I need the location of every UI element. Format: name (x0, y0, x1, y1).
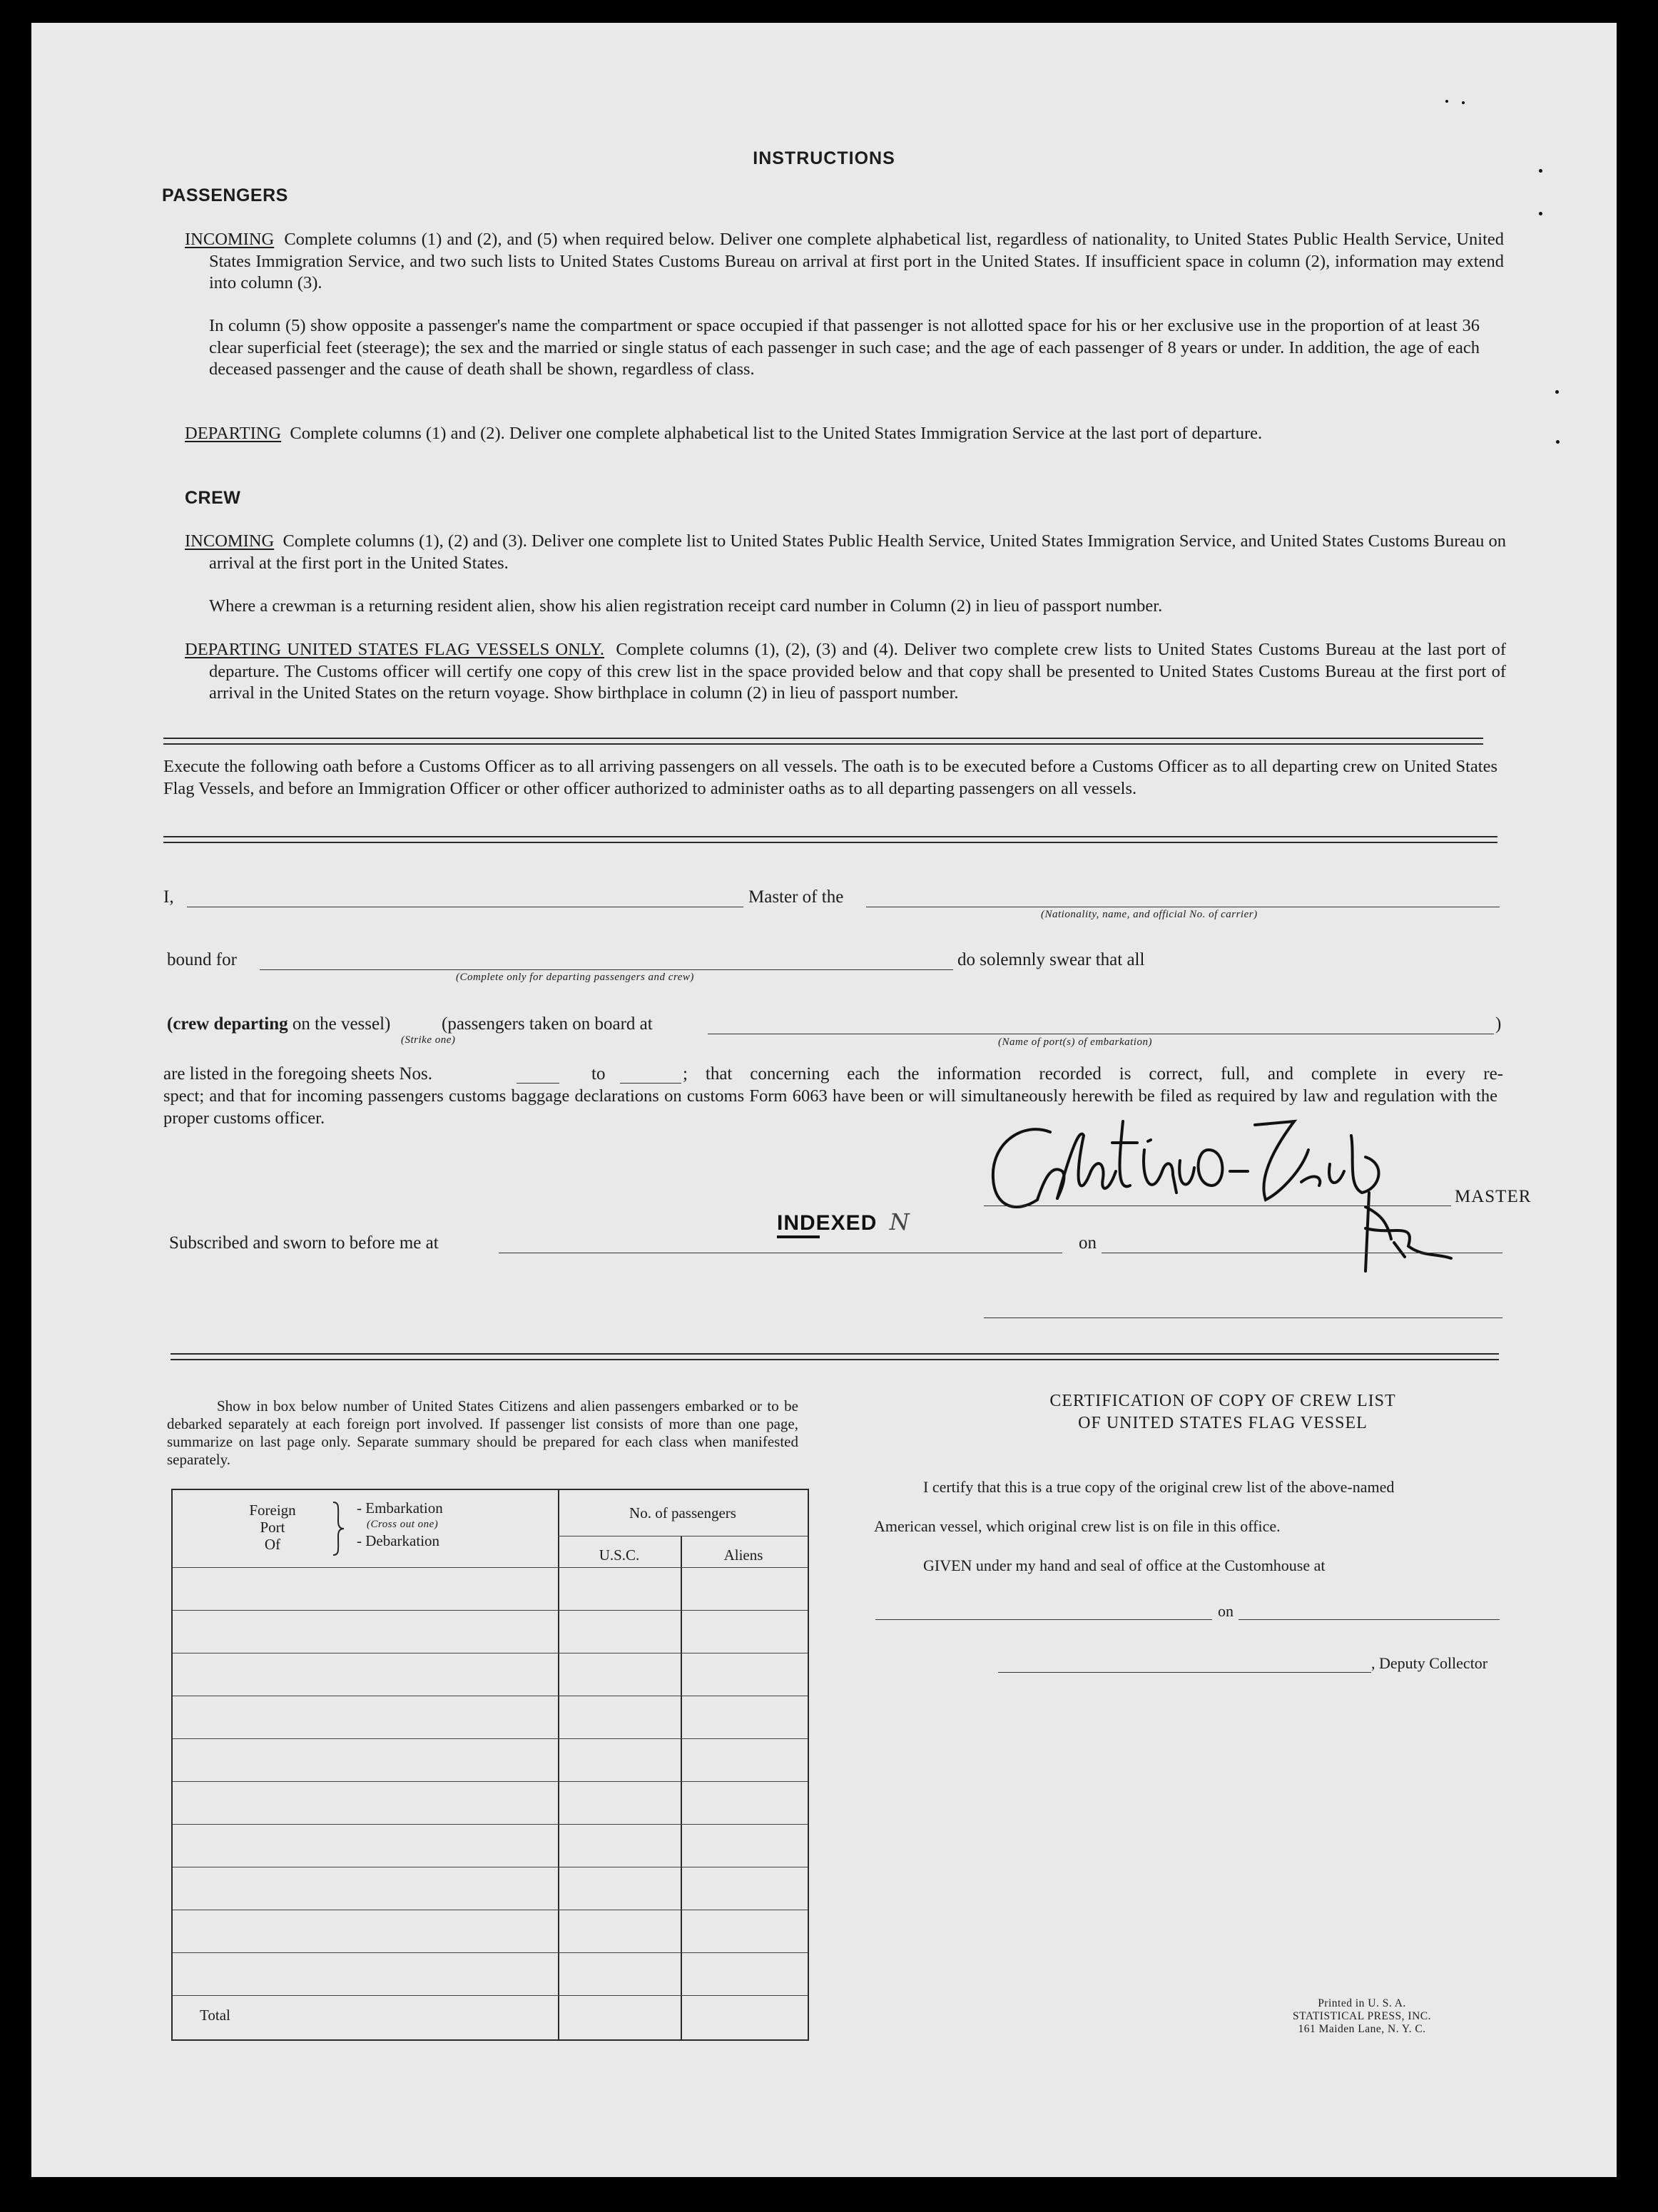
speck (1539, 212, 1542, 215)
passengers-departing-paragraph (185, 423, 1504, 445)
swear-label: do solemnly swear that all (957, 950, 1145, 969)
listed-continuation: ; that concerning each the information recorded is correct, full, and complete in every re- (683, 1064, 1503, 1084)
passengers-incoming-text: Complete columns (1) and (2), and (5) when required below. Deliver one complete alphabetical list, regardless of nationality, to United States Public Health Service, United States Immigration Service, and two such lists to United States Customs Bureau on arrival at first port in the United States. If insufficient space in column (2), information may extend into column (3). (209, 230, 1505, 292)
bound-caption: (Complete only for departing passengers and crew) (456, 972, 694, 983)
no-passengers-header: No. of passengers (629, 1504, 736, 1522)
usc-header: U.S.C. (599, 1546, 640, 1564)
table-row-line (173, 1995, 808, 1996)
strike-one-caption: (Strike one) (401, 1034, 456, 1046)
passengers-column5-paragraph: In column (5) show opposite a passenger's name the compartment or space occupied if that passenger is not allotted space for his or her exclusive use in the proportion of at least 36 clear superficial feet (steerage); the sex and the married or single status of each passenger in such case; and the age of each passenger of 8 years or under. In addition, the age of each deceased passenger and the cause of death shall be shown, regardless of class. (209, 316, 1480, 379)
passengers-taken-label: (passengers taken on board at (442, 1014, 653, 1034)
instructions-title: INSTRUCTIONS (753, 148, 895, 168)
oath-i-label: I, (163, 887, 174, 907)
debarkation-label: - Debarkation (357, 1532, 440, 1549)
listed-sheets-label: are listed in the foregoing sheets Nos. (163, 1064, 432, 1084)
given-line: GIVEN under my hand and seal of office at the Customhouse at (923, 1556, 1326, 1574)
passengers-incoming-label: INCOMING (185, 230, 275, 249)
certification-date-field[interactable] (1239, 1619, 1500, 1620)
col-foreign: Foreign (249, 1502, 296, 1519)
crew-incoming-text: Complete columns (1), (2) and (3). Deliver one complete list to United States Public Health Service, United States Immigration Service, and United States Customs Bureau on arrival at the first port in the United States. (209, 531, 1506, 573)
passengers-departing-text: Complete columns (1) and (2). Deliver one complete alphabetical list to the United States Immigration Service at the last port of departure. (290, 424, 1263, 443)
certify-line1: I certify that this is a true copy of the original crew list of the above-named (923, 1478, 1395, 1496)
embarkation-header (357, 1500, 443, 1549)
indexed-mark: N (889, 1208, 910, 1235)
crew-incoming-paragraph (185, 531, 1506, 574)
deputy-collector-label: , Deputy Collector (1371, 1654, 1488, 1672)
table-col-divider (681, 1536, 682, 2039)
printer-line3: 161 Maiden Lane, N. Y. C. (1298, 2023, 1426, 2035)
speck (1539, 169, 1542, 173)
embarkation-label: - Embarkation (357, 1499, 443, 1517)
certification-title-line2: OF UNITED STATES FLAG VESSEL (1078, 1414, 1368, 1432)
passengers-incoming-paragraph (185, 229, 1504, 295)
aliens-header: Aliens (723, 1546, 763, 1564)
total-label: Total (200, 2007, 230, 2024)
officer-signature-field[interactable] (984, 1317, 1502, 1318)
col-of: Of (264, 1536, 281, 1553)
master-label: MASTER (1455, 1187, 1532, 1206)
crew-resident-paragraph: Where a crewman is a returning resident alien, show his alien registration receipt card number in Column (2) in lieu of passport number. (209, 596, 1163, 616)
listed-rest-paragraph: spect; and that for incoming passengers customs baggage declarations on customs Form 6063 have been or will simultaneously herewith be filed as required by law and regulation with the proper customs officer. (163, 1086, 1497, 1128)
indexed-stamp-underline (777, 1235, 820, 1238)
table-header-bottom (173, 1567, 808, 1568)
passengers-departing-label: DEPARTING (185, 424, 282, 443)
foreign-port-of-header (240, 1502, 305, 1553)
listed-to-label: to (591, 1064, 606, 1084)
summary-divider (171, 1353, 1499, 1360)
speck (1555, 390, 1559, 394)
crew-departing-bold: (crew departing (167, 1014, 288, 1034)
crew-departing-paragraph (185, 639, 1506, 705)
bound-for-field[interactable] (260, 969, 953, 970)
master-signature (966, 1093, 1480, 1278)
crew-incoming-label: INCOMING (185, 531, 275, 551)
deputy-collector-field[interactable] (998, 1672, 1371, 1673)
table-row-line (173, 1824, 808, 1825)
close-paren: ) (1495, 1014, 1502, 1034)
passengers-heading: PASSENGERS (162, 185, 288, 205)
table-col-divider (558, 1490, 559, 2039)
bound-for-label: bound for (167, 950, 237, 969)
subscribed-on-label: on (1079, 1233, 1097, 1253)
table-row-line (173, 1738, 808, 1739)
certify-line2: American vessel, which original crew list is on file in this office. (874, 1517, 1281, 1535)
table-row-line (173, 1610, 808, 1611)
master-of-the-label: Master of the (748, 887, 844, 907)
oath-divider (163, 836, 1497, 843)
crew-heading: CREW (185, 488, 241, 508)
certification-title (959, 1390, 1487, 1434)
carrier-caption: (Nationality, name, and official No. of carrier) (1041, 909, 1258, 920)
printer-line1: Printed in U. S. A. (1318, 1997, 1406, 2009)
printer-line2: STATISTICAL PRESS, INC. (1293, 2010, 1431, 2022)
sheet-from-field[interactable] (517, 1083, 559, 1084)
speck (1556, 440, 1560, 444)
speck (1445, 100, 1448, 103)
passenger-summary-table (171, 1489, 809, 2041)
subscribed-label: Subscribed and sworn to before me at (169, 1233, 439, 1253)
indexed-stamp-text: INDEXED (777, 1211, 878, 1235)
form-sheet (31, 23, 1617, 2177)
indexed-stamp (777, 1208, 910, 1235)
table-row-line (173, 1781, 808, 1782)
section-divider (163, 738, 1483, 745)
crew-departing-text: Complete columns (1), (2), (3) and (4). Deliver two complete crew lists to United States Customs Bureau at the last port of departure. The Customs officer will certify one copy of this crew list in the space provided below and that copy shall be presented to United States Customs Bureau at the first port of arrival in the United States on the return voyage. Show birthplace in column (2) in lieu of passport number. (209, 640, 1506, 703)
on-the-vessel-label: on the vessel) (292, 1014, 391, 1034)
col-port: Port (260, 1519, 285, 1536)
crew-departing-label: DEPARTING UNITED STATES FLAG VESSELS ONLY. (185, 640, 604, 659)
brace-icon (331, 1500, 347, 1557)
cross-out-caption: (Cross out one) (367, 1519, 439, 1530)
certification-on-label: on (1218, 1602, 1234, 1620)
table-row-line (173, 1952, 808, 1953)
printer-imprint (1276, 1997, 1448, 2036)
crew-departing-strike-label (167, 1014, 390, 1034)
oath-intro-paragraph: Execute the following oath before a Customs Officer as to all arriving passengers on all vessels. The oath is to be executed before a Customs Officer as to all departing crew on United States Flag Vessels, and before an Immigration Officer or other officer authorized to administer oaths as to all departing passengers on all vessels. (163, 757, 1497, 798)
certification-title-line1: CERTIFICATION OF COPY OF CREW LIST (1049, 1392, 1396, 1410)
speck (1462, 101, 1465, 104)
ports-caption: (Name of port(s) of embarkation) (998, 1036, 1152, 1048)
summary-instructions: Show in box below number of United States Citizens and alien passengers embarked or to be debarked separately at each foreign port involved. If passenger list consists of more than one page, summarize on last page only. Separate summary should be prepared for each class when manifested separately. (167, 1397, 798, 1468)
customhouse-field[interactable] (875, 1619, 1212, 1620)
sheet-to-field[interactable] (620, 1083, 681, 1084)
